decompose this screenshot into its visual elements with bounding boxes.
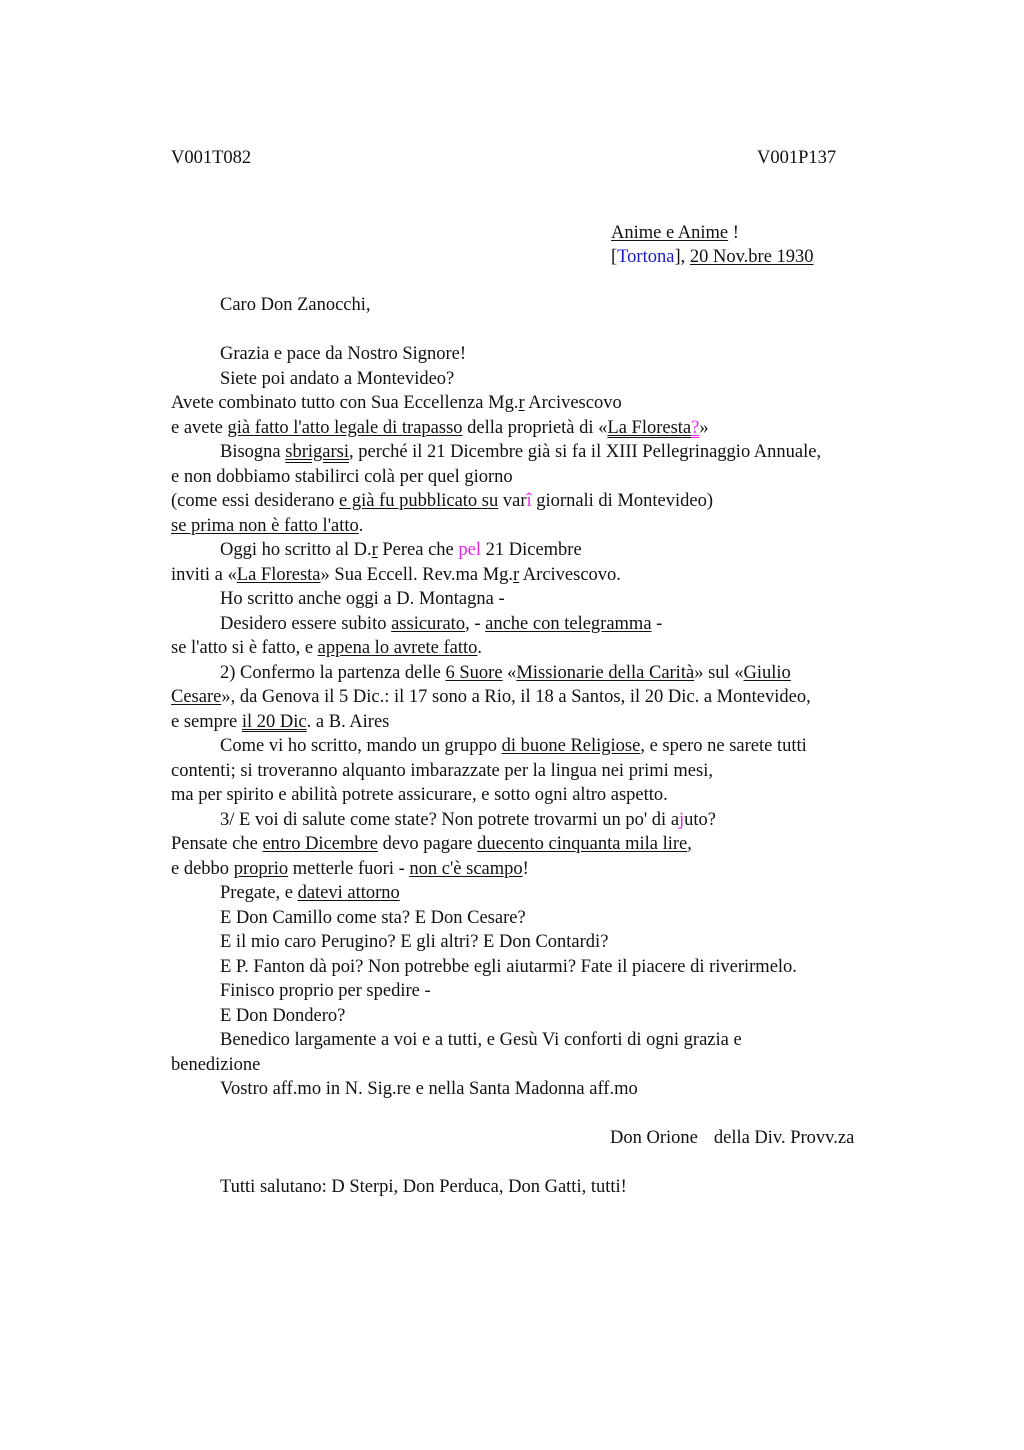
body-line: Benedico largamente a voi e a tutti, e Gesù Vi conforti di ogni grazia e — [220, 1030, 742, 1050]
body-line: Pensate che entro Dicembre devo pagare duecento cinquanta mila lire, — [171, 834, 692, 854]
title-text: Anime e Anime — [611, 223, 729, 243]
body-line: Siete poi andato a Montevideo? — [220, 368, 455, 389]
title-block — [611, 221, 814, 269]
body-line: Cesare», da Genova il 5 Dic.: il 17 sono a Rio, il 18 a Santos, il 20 Dic. a Montevideo, — [171, 687, 811, 707]
bracket-close: ], — [674, 247, 690, 267]
body-line: e non dobbiamo stabilirci colà per quel giorno — [171, 466, 513, 487]
body-line: inviti a «La Floresta» Sua Eccell. Rev.ma Mg.r Arcivescovo. — [171, 564, 621, 585]
closing-line: Vostro aff.mo in N. Sig.re e nella Santa Madonna aff.mo — [220, 1079, 638, 1099]
body-line: Grazia e pace da Nostro Signore! — [220, 344, 467, 364]
body-line: E il mio caro Perugino? E gli altri? E Don Contardi? — [220, 932, 609, 952]
body-line: se prima non è fatto l'atto. — [171, 515, 364, 536]
body-line: 3/ E voi di salute come state? Non potrete trovarmi un po' di ajuto? — [220, 809, 717, 830]
body-line: e avete già fatto l'atto legale di trapasso della proprietà di «La Floresta?» — [171, 417, 709, 438]
postscript: Tutti salutano: D Sterpi, Don Perduca, Don Gatti, tutti! — [220, 1177, 627, 1197]
document-code-right: V001P137 — [757, 148, 837, 168]
body-line: e debbo proprio metterle fuori - non c'è scampo! — [171, 858, 529, 879]
signature-name: Don Orione — [610, 1128, 698, 1148]
body-line: Come vi ho scritto, mando un gruppo di buone Religiose, e spero ne sarete tutti — [220, 736, 807, 756]
body-line: Avete combinato tutto con Sua Eccellenza Mg.r Arcivescovo — [171, 393, 622, 413]
body-line: 2) Confermo la partenza delle 6 Suore «Missionarie della Carità» sul «Giulio — [220, 662, 791, 683]
body-line: ma per spirito e abilità potrete assicurare, e sotto ogni altro aspetto. — [171, 785, 668, 805]
body-line: E Don Dondero? — [220, 1005, 346, 1026]
body-line: Oggi ho scritto al D.r Perea che pel 21 Dicembre — [220, 540, 582, 560]
body-line: e sempre il 20 Dic. a B. Aires — [171, 711, 390, 732]
document-code-left: V001T082 — [171, 148, 252, 168]
body-line: E Don Camillo come sta? E Don Cesare? — [220, 907, 526, 928]
body-line: Ho scritto anche oggi a D. Montagna - — [220, 589, 505, 609]
body-line: benedizione — [171, 1054, 261, 1075]
body-line: Finisco proprio per spedire - — [220, 981, 431, 1001]
letter-date: 20 Nov.bre 1930 — [689, 247, 814, 267]
body-line: Pregate, e datevi attorno — [220, 883, 400, 903]
body-line: Bisogna sbrigarsi, perché il 21 Dicembre già si fa il XIII Pellegrinaggio Annuale, — [220, 442, 822, 462]
signature-title: della Div. Provv.za — [713, 1128, 855, 1148]
signature — [171, 1126, 901, 1151]
body-line: (come essi desiderano e già fu pubblicato su varî giornali di Montevideo) — [171, 491, 714, 511]
bracket-open: [ — [611, 247, 618, 267]
place-name: Tortona — [617, 247, 675, 267]
body-line: Desidero essere subito assicurato, - anche con telegramma - — [220, 613, 663, 634]
place-date-line — [611, 245, 814, 269]
letter-title — [611, 221, 814, 245]
body-line: se l'atto si è fatto, e appena lo avrete fatto. — [171, 638, 483, 658]
title-punct: ! — [728, 223, 739, 243]
body-line: contenti; si troveranno alquanto imbarazzate per la lingua nei primi mesi, — [171, 760, 713, 781]
letter-body — [171, 293, 901, 1200]
salutation: Caro Don Zanocchi, — [220, 295, 371, 315]
body-line: E P. Fanton dà poi? Non potrebbe egli aiutarmi? Fate il piacere di riverirmelo. — [220, 956, 797, 977]
